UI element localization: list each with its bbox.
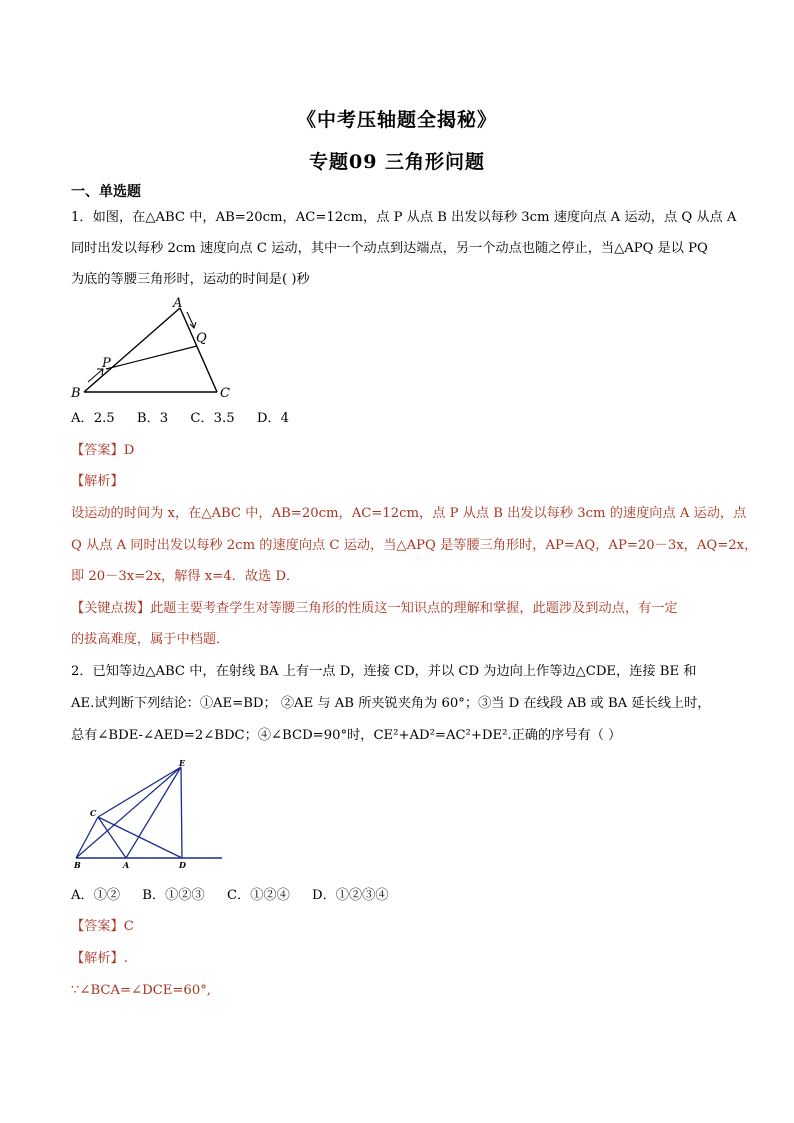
- document-title: 《中考压轴题全揭秘》: [296, 109, 497, 131]
- q1-analysis-line-2: Q 从点 A 同时出发以每秒 2cm 的速度向点 C 运动，当△APQ 是等腰三角形时，AP=AQ，AP=20－3x，AQ=2x，: [71, 538, 758, 553]
- q1-arrow-p: [88, 369, 103, 382]
- q1-label-a: A: [173, 296, 183, 311]
- q2-option-d: D．①②③④: [312, 888, 389, 903]
- q1-label-p: P: [102, 356, 111, 371]
- q1-side-ac: [180, 308, 217, 392]
- q1-keypoint-line-1: 【关键点拨】此题主要考查学生对等腰三角形的性质这一知识点的理解和掌握，此题涉及到动点，有一定: [71, 601, 678, 616]
- q1-label-c: C: [220, 386, 230, 401]
- q2-side-ce: [98, 767, 181, 817]
- q1-text-line-3: 为底的等腰三角形时，运动的时间是( )秒: [71, 272, 310, 287]
- section-heading: 一、单选题: [71, 184, 141, 200]
- q2-option-c: C．①②④: [226, 888, 290, 903]
- q2-label-d: D: [179, 860, 186, 870]
- q2-options: [71, 887, 731, 905]
- q1-text-line-2: 同时出发以每秒 2cm 速度向点 C 运动，其中一个动点到达端点，另一个动点也随之停止，当△APQ 是以 PQ: [71, 241, 708, 256]
- q1-option-b: B．3: [136, 411, 169, 426]
- q2-text-line-1: 2．已知等边△ABC 中，在射线 BA 上有一点 D，连接 CD，并以 CD 为边向上作等边△CDE，连接 BE 和: [71, 664, 697, 679]
- q1-label-q: Q: [196, 331, 207, 346]
- q2-side-bc: [76, 817, 98, 858]
- q1-options: [71, 410, 731, 428]
- q1-option-d: D．4: [256, 411, 289, 426]
- q1-side-ab: [84, 308, 180, 392]
- q1-keypoint-line-2: 的拔高难度，属于中档题．: [71, 632, 230, 647]
- q2-figure: [68, 758, 228, 874]
- q1-figure: [66, 296, 246, 402]
- q2-side-de: [181, 767, 182, 858]
- q1-analysis-line-1: 设运动的时间为 x，在△ABC 中，AB=20cm，AC=12cm，点 P 从点 B 出发以每秒 3cm 的速度向点 A 运动，点: [71, 506, 747, 521]
- q1-option-a: A．2.5: [71, 411, 115, 426]
- q2-text-line-3: 总有∠BDE-∠AED=2∠BDC；④∠BCD=90°时，CE²+AD²=AC²+DE².正确的序号有（ ）: [71, 728, 622, 743]
- q2-text-line-2: AE.试判断下列结论：①AE=BD； ②AE 与 AB 所夹锐夹角为 60°；③当 D 在线段 AB 或 BA 延长线上时，: [71, 696, 711, 711]
- q2-label-c: C: [90, 808, 97, 818]
- q2-label-b: B: [74, 860, 81, 870]
- q2-option-a: A．①②: [71, 888, 121, 903]
- q1-analysis-line-3: 即 20－3x=2x，解得 x=4．故选 D．: [71, 569, 300, 584]
- document-subtitle: 专题09 三角形问题: [308, 151, 486, 173]
- q2-analysis-tag: 【解析】.: [71, 951, 128, 966]
- q2-label-e: E: [179, 758, 186, 768]
- q2-side-cd: [98, 817, 182, 858]
- q1-segment-pq: [106, 346, 197, 369]
- q2-label-a: A: [123, 860, 130, 870]
- q2-analysis-line-1: ∵∠BCA=∠DCE=60°,: [71, 983, 211, 998]
- q2-option-b: B．①②③: [142, 888, 205, 903]
- q1-text-line-1: 1．如图，在△ABC 中，AB=20cm，AC=12cm，点 P 从点 B 出发以每秒 3cm 速度向点 A 运动，点 Q 从点 A: [71, 210, 737, 225]
- q1-label-b: B: [71, 386, 81, 401]
- q1-option-c: C．3.5: [190, 411, 235, 426]
- q1-answer: 【答案】D: [71, 443, 135, 458]
- q2-answer: 【答案】C: [71, 919, 134, 934]
- q1-analysis-tag: 【解析】: [71, 474, 124, 489]
